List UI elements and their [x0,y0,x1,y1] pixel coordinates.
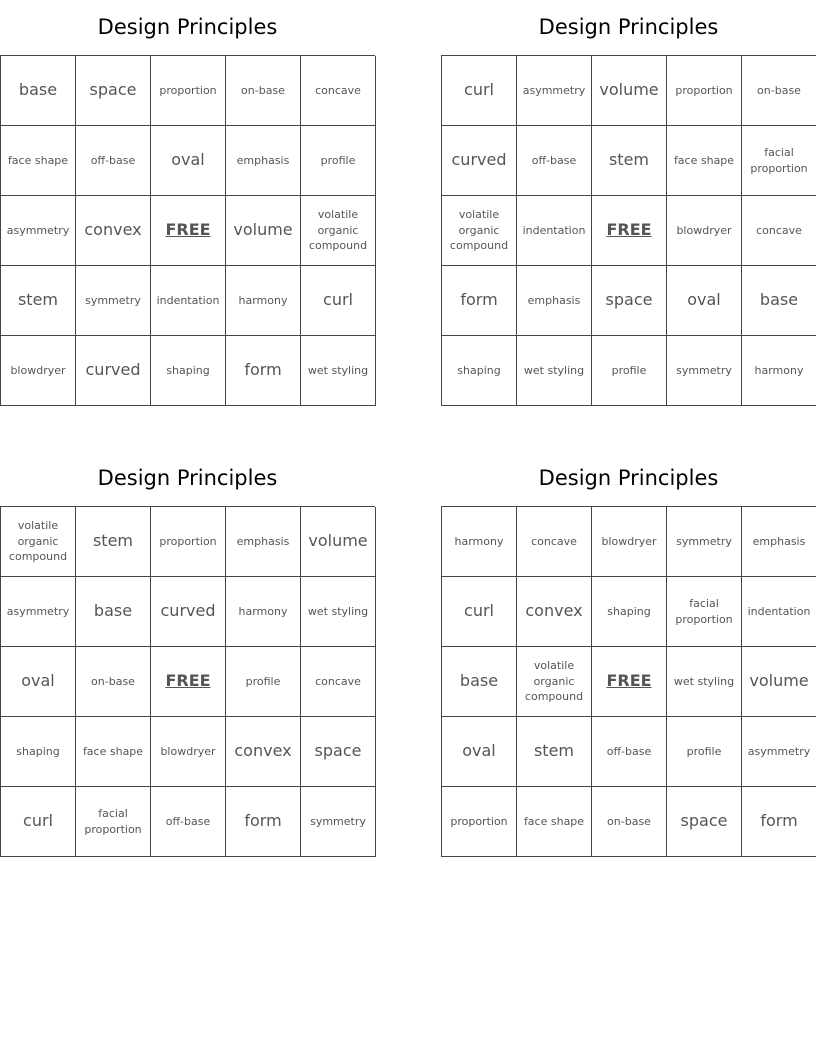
bingo-cell: symmetry [76,266,151,336]
bingo-cell: concave [301,56,376,126]
bingo-cell: blowdryer [151,717,226,787]
bingo-cell: curl [442,577,517,647]
bingo-cell: concave [301,647,376,717]
bingo-cell: on-base [76,647,151,717]
bingo-cell: shaping [442,336,517,406]
bingo-cell: blowdryer [667,196,742,266]
bingo-cell: volume [226,196,301,266]
bingo-cell: harmony [226,577,301,647]
bingo-cell: face shape [667,126,742,196]
bingo-cell: volatile organic compound [442,196,517,266]
bingo-cell: space [667,787,742,857]
bingo-cell: volume [592,56,667,126]
bingo-card-4 [441,451,816,857]
bingo-cell: emphasis [226,507,301,577]
bingo-cell: blowdryer [1,336,76,406]
bingo-grid [0,506,375,857]
bingo-cell: blowdryer [592,507,667,577]
bingo-cell: curved [442,126,517,196]
bingo-card-3 [0,451,375,857]
bingo-grid [441,55,816,406]
bingo-cell: harmony [226,266,301,336]
free-space-cell: FREE [592,647,667,717]
bingo-cell: facial proportion [742,126,816,196]
bingo-cell: oval [151,126,226,196]
bingo-cell: profile [592,336,667,406]
bingo-cell: face shape [517,787,592,857]
bingo-cell: base [742,266,816,336]
free-space-cell: FREE [151,196,226,266]
bingo-cell: asymmetry [517,56,592,126]
bingo-cell: on-base [592,787,667,857]
bingo-cell: proportion [667,56,742,126]
bingo-cell: on-base [226,56,301,126]
card-title: Design Principles [538,466,719,490]
bingo-cell: profile [301,126,376,196]
bingo-cell: stem [592,126,667,196]
bingo-cell: oval [1,647,76,717]
bingo-cell: harmony [442,507,517,577]
bingo-cell: shaping [1,717,76,787]
bingo-cell: curved [76,336,151,406]
bingo-card-2 [441,0,816,406]
bingo-cell: off-base [151,787,226,857]
bingo-cell: form [226,787,301,857]
bingo-cell: base [442,647,517,717]
bingo-cell: facial proportion [667,577,742,647]
bingo-cell: space [592,266,667,336]
bingo-cell: volume [301,507,376,577]
card-title: Design Principles [538,15,719,39]
bingo-cell: proportion [442,787,517,857]
card-title: Design Principles [97,15,278,39]
bingo-cell: wet styling [517,336,592,406]
bingo-cell: convex [226,717,301,787]
bingo-cell: wet styling [301,577,376,647]
bingo-cell: volatile organic compound [1,507,76,577]
bingo-cell: form [442,266,517,336]
bingo-cell: emphasis [226,126,301,196]
bingo-cell: symmetry [667,507,742,577]
bingo-cell: on-base [742,56,816,126]
bingo-cell: base [76,577,151,647]
bingo-cell: emphasis [517,266,592,336]
bingo-cell: asymmetry [1,196,76,266]
bingo-cell: indentation [742,577,816,647]
bingo-cell: volatile organic compound [517,647,592,717]
bingo-cell: asymmetry [1,577,76,647]
bingo-cell: shaping [151,336,226,406]
bingo-cell: stem [1,266,76,336]
bingo-cell: off-base [76,126,151,196]
bingo-cell: wet styling [301,336,376,406]
bingo-cell: curl [1,787,76,857]
bingo-cell: concave [517,507,592,577]
bingo-cell: proportion [151,56,226,126]
bingo-cell: profile [226,647,301,717]
bingo-cell: off-base [592,717,667,787]
bingo-cell: stem [76,507,151,577]
bingo-cell: indentation [517,196,592,266]
bingo-cell: volatile organic compound [301,196,376,266]
bingo-cell: off-base [517,126,592,196]
bingo-cell: asymmetry [742,717,816,787]
bingo-cell: face shape [76,717,151,787]
bingo-cell: profile [667,717,742,787]
bingo-cell: oval [442,717,517,787]
bingo-grid [0,55,375,406]
bingo-cell: curl [442,56,517,126]
free-space-cell: FREE [151,647,226,717]
bingo-cell: shaping [592,577,667,647]
bingo-cell: symmetry [667,336,742,406]
bingo-cell: convex [76,196,151,266]
bingo-cell: concave [742,196,816,266]
bingo-cell: wet styling [667,647,742,717]
bingo-cell: harmony [742,336,816,406]
bingo-cell: convex [517,577,592,647]
bingo-cell: stem [517,717,592,787]
bingo-cell: indentation [151,266,226,336]
bingo-cell: form [226,336,301,406]
free-space-cell: FREE [592,196,667,266]
bingo-cell: oval [667,266,742,336]
bingo-cell: space [76,56,151,126]
card-title: Design Principles [97,466,278,490]
bingo-cell: symmetry [301,787,376,857]
bingo-cell: curved [151,577,226,647]
bingo-grid [441,506,816,857]
bingo-cell: curl [301,266,376,336]
bingo-cell: face shape [1,126,76,196]
bingo-cell: facial proportion [76,787,151,857]
bingo-cell: form [742,787,816,857]
bingo-card-1 [0,0,375,406]
bingo-cell: base [1,56,76,126]
bingo-cell: volume [742,647,816,717]
bingo-cell: emphasis [742,507,816,577]
bingo-cell: space [301,717,376,787]
bingo-cell: proportion [151,507,226,577]
